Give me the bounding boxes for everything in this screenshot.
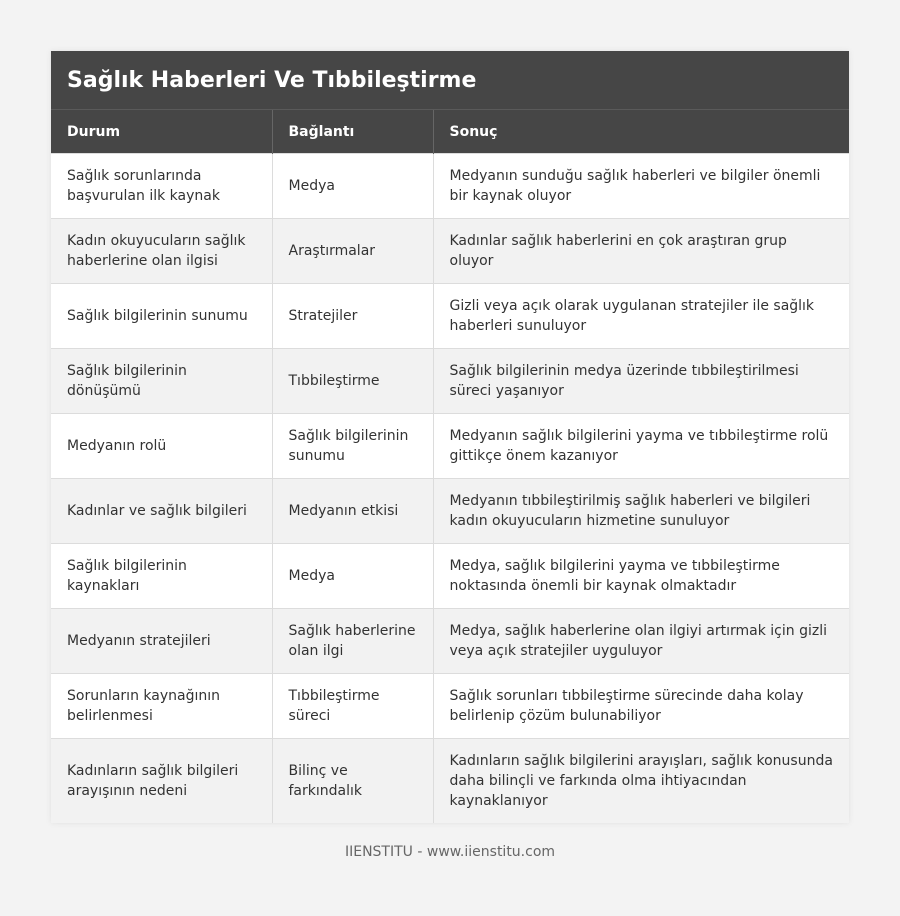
table-row [51,479,849,544]
table-row [51,674,849,739]
cell-baglanti: Medya [272,154,433,219]
table-row [51,739,849,824]
cell-sonuc: Kadınlar sağlık haberlerini en çok araştıran grup oluyor [433,219,849,284]
cell-baglanti: Medyanın etkisi [272,479,433,544]
cell-durum: Kadınlar ve sağlık bilgileri [51,479,272,544]
table-row [51,349,849,414]
cell-baglanti: Tıbbileştirme süreci [272,674,433,739]
cell-baglanti: Medya [272,544,433,609]
cell-durum: Sağlık sorunlarında başvurulan ilk kaynak [51,154,272,219]
column-header-sonuc: Sonuç [433,110,849,154]
table-row [51,219,849,284]
table-row [51,609,849,674]
cell-sonuc: Medya, sağlık bilgilerini yayma ve tıbbileştirme noktasında önemli bir kaynak olmaktadır [433,544,849,609]
footer-credit: IIENSTITU - www.iienstitu.com [344,844,556,860]
cell-durum: Sağlık bilgilerinin kaynakları [51,544,272,609]
cell-durum: Medyanın stratejileri [51,609,272,674]
cell-sonuc: Medyanın sunduğu sağlık haberleri ve bilgiler önemli bir kaynak oluyor [433,154,849,219]
column-header-durum: Durum [51,110,272,154]
cell-durum: Sorunların kaynağının belirlenmesi [51,674,272,739]
table-title: Sağlık Haberleri Ve Tıbbileştirme [51,51,849,110]
cell-baglanti: Araştırmalar [272,219,433,284]
cell-durum: Sağlık bilgilerinin sunumu [51,284,272,349]
table-row [51,414,849,479]
cell-sonuc: Sağlık sorunları tıbbileştirme sürecinde daha kolay belirlenip çözüm bulunabiliyor [433,674,849,739]
cell-sonuc: Kadınların sağlık bilgilerini arayışları, sağlık konusunda daha bilinçli ve farkında olma ihtiyacından kaynaklanıyor [433,739,849,824]
cell-baglanti: Stratejiler [272,284,433,349]
cell-durum: Kadınların sağlık bilgileri arayışının nedeni [51,739,272,824]
data-table [51,110,849,823]
cell-sonuc: Medyanın sağlık bilgilerini yayma ve tıbbileştirme rolü gittikçe önem kazanıyor [433,414,849,479]
cell-durum: Kadın okuyucuların sağlık haberlerine olan ilgisi [51,219,272,284]
cell-baglanti: Sağlık bilgilerinin sunumu [272,414,433,479]
header-row [51,110,849,154]
cell-baglanti: Sağlık haberlerine olan ilgi [272,609,433,674]
column-header-baglanti: Bağlantı [272,110,433,154]
cell-sonuc: Sağlık bilgilerinin medya üzerinde tıbbileştirilmesi süreci yaşanıyor [433,349,849,414]
table-card [51,51,849,823]
cell-durum: Medyanın rolü [51,414,272,479]
cell-sonuc: Medyanın tıbbileştirilmiş sağlık haberleri ve bilgileri kadın okuyucuların hizmetine sunuluyor [433,479,849,544]
table-row [51,154,849,219]
cell-sonuc: Gizli veya açık olarak uygulanan stratejiler ile sağlık haberleri sunuluyor [433,284,849,349]
cell-durum: Sağlık bilgilerinin dönüşümü [51,349,272,414]
cell-baglanti: Tıbbileştirme [272,349,433,414]
cell-baglanti: Bilinç ve farkındalık [272,739,433,824]
cell-sonuc: Medya, sağlık haberlerine olan ilgiyi artırmak için gizli veya açık stratejiler uyguluyor [433,609,849,674]
table-row [51,544,849,609]
table-row [51,284,849,349]
